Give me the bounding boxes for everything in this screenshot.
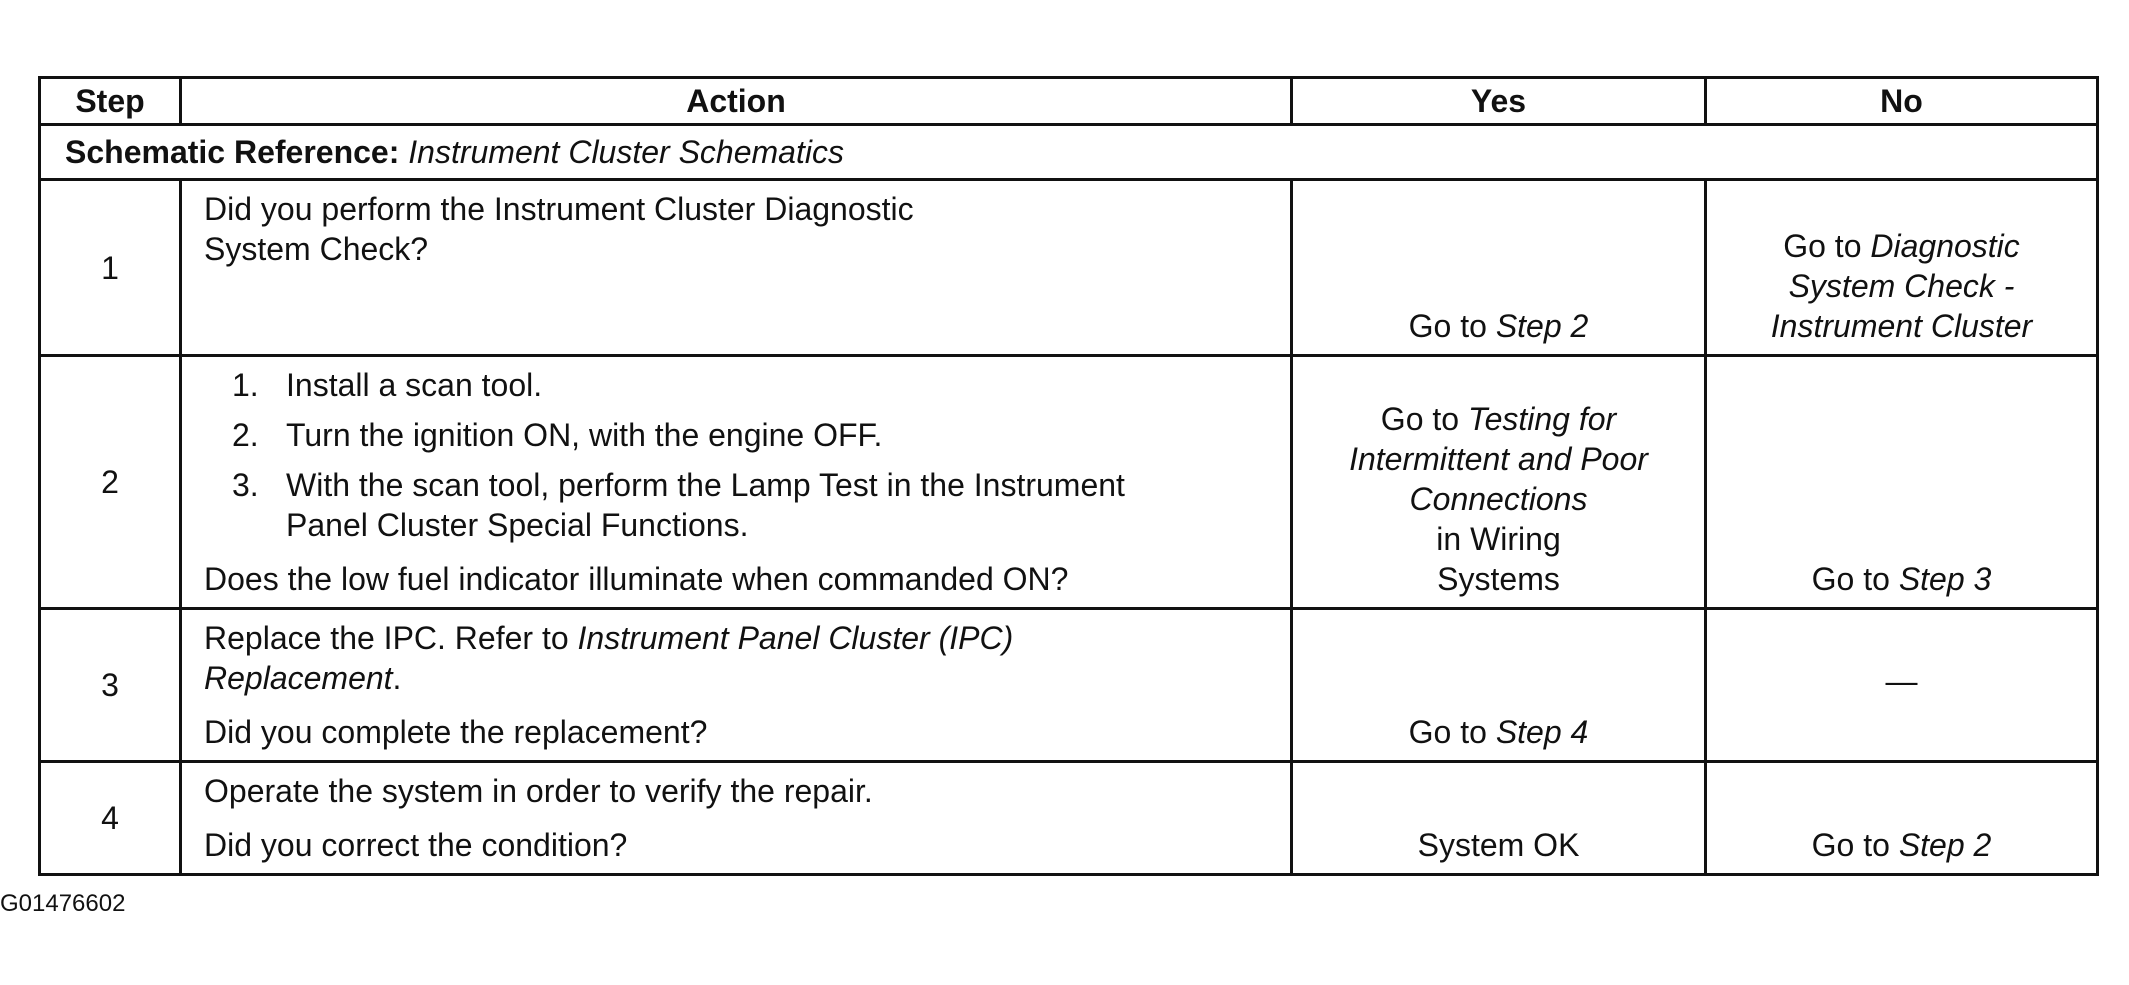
no-ref-line: Instrument Cluster xyxy=(1770,308,2033,344)
header-action: Action xyxy=(181,78,1292,125)
no-cell xyxy=(1706,180,2098,356)
no-cell xyxy=(1706,356,2098,609)
action-text-line: System Check? xyxy=(204,231,429,267)
action-text: Replace the IPC. Refer to xyxy=(204,620,578,656)
step-number: 3 xyxy=(40,609,181,762)
yes-prefix: Go to xyxy=(1408,714,1496,750)
yes-step-ref: Step 2 xyxy=(1495,308,1589,344)
step-number: 1 xyxy=(40,180,181,356)
list-item-text: With the scan tool, perform the Lamp Test in the Instrument xyxy=(286,467,1125,503)
list-item xyxy=(204,365,1270,405)
no-prefix: Go to xyxy=(1783,228,1871,264)
yes-step-ref: Step 4 xyxy=(1495,714,1589,750)
no-prefix: Go to xyxy=(1811,561,1899,597)
yes-prefix: Go to xyxy=(1408,308,1496,344)
action-cell xyxy=(181,180,1292,356)
yes-cell xyxy=(1292,356,1706,609)
yes-prefix: Go to xyxy=(1380,401,1468,437)
action-ref-line: Replacement xyxy=(204,660,393,696)
action-steps-list xyxy=(204,365,1270,545)
list-item-text: Panel Cluster Special Functions. xyxy=(286,507,749,543)
yes-ref-line: Testing for xyxy=(1467,401,1617,437)
schematic-reference-label: Schematic Reference: xyxy=(65,134,400,170)
yes-ref-line: Intermittent and Poor xyxy=(1349,441,1648,477)
action-question: Did you correct the condition? xyxy=(204,827,628,863)
header-yes: Yes xyxy=(1292,78,1706,125)
no-prefix: Go to xyxy=(1811,827,1899,863)
no-cell xyxy=(1706,762,2098,875)
yes-cell xyxy=(1292,609,1706,762)
diagnostic-table xyxy=(38,76,2099,876)
no-step-ref: Step 2 xyxy=(1898,827,1992,863)
table-row-step-4 xyxy=(40,762,2098,875)
yes-ref-line: Connections xyxy=(1409,481,1588,517)
schematic-reference-link: Instrument Cluster Schematics xyxy=(408,134,844,170)
action-question: Does the low fuel indicator illuminate when commanded ON? xyxy=(204,561,1069,597)
no-ref-line: System Check - xyxy=(1788,268,2015,304)
action-cell xyxy=(181,356,1292,609)
schematic-reference-row xyxy=(40,125,2098,180)
yes-cell xyxy=(1292,180,1706,356)
table-row-step-3 xyxy=(40,609,2098,762)
action-question: Did you complete the replacement? xyxy=(204,714,708,750)
header-row xyxy=(40,78,2098,125)
action-ref-line: Instrument Panel Cluster (IPC) xyxy=(577,620,1014,656)
table-row-step-1 xyxy=(40,180,2098,356)
list-item xyxy=(204,415,1270,455)
yes-suffix-line: in Wiring xyxy=(1436,521,1561,557)
action-text: Operate the system in order to verify the repair. xyxy=(204,773,873,809)
header-no: No xyxy=(1706,78,2098,125)
schematic-reference-cell xyxy=(40,125,2098,180)
yes-suffix-line: Systems xyxy=(1437,561,1560,597)
list-item-number: 1. xyxy=(232,367,259,403)
step-number: 2 xyxy=(40,356,181,609)
action-cell xyxy=(181,762,1292,875)
list-item-text: Install a scan tool. xyxy=(286,367,543,403)
action-ref-end: . xyxy=(392,660,402,696)
step-number: 4 xyxy=(40,762,181,875)
list-item xyxy=(204,465,1270,545)
figure-id: G01476602 xyxy=(0,890,126,917)
header-step: Step xyxy=(40,78,181,125)
list-item-number: 2. xyxy=(232,417,259,453)
list-item-number: 3. xyxy=(232,467,259,503)
no-step-ref: Step 3 xyxy=(1898,561,1992,597)
no-cell: — xyxy=(1706,609,2098,762)
action-cell xyxy=(181,609,1292,762)
list-item-text: Turn the ignition ON, with the engine OFF. xyxy=(286,417,883,453)
yes-cell: System OK xyxy=(1292,762,1706,875)
no-ref-line: Diagnostic xyxy=(1870,228,2020,264)
table-row-step-2 xyxy=(40,356,2098,609)
action-text-line: Did you perform the Instrument Cluster Diagnostic xyxy=(204,191,914,227)
